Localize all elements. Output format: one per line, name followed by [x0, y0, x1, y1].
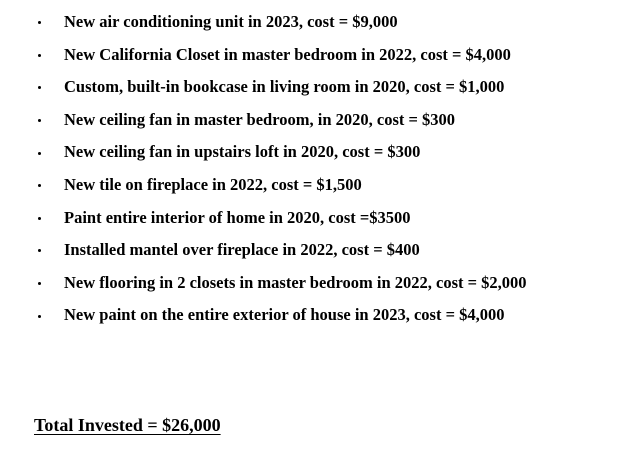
list-item [0, 234, 640, 267]
bullet-icon [38, 184, 41, 187]
list-item-text: Installed mantel over fireplace in 2022, cost = $400 [64, 240, 420, 260]
bullet-icon [38, 54, 41, 57]
list-item [0, 104, 640, 137]
list-item [0, 202, 640, 235]
bullet-icon [38, 217, 41, 220]
list-item-text: New flooring in 2 closets in master bedroom in 2022, cost = $2,000 [64, 272, 527, 292]
bullet-icon [38, 119, 41, 122]
list-item-text: Custom, built-in bookcase in living room in 2020, cost = $1,000 [64, 77, 505, 97]
list-item [0, 136, 640, 169]
total-invested: Total Invested = $26,000 [34, 415, 221, 435]
bullet-icon [38, 315, 41, 318]
list-item-text: New paint on the entire exterior of house in 2023, cost = $4,000 [64, 305, 505, 325]
bullet-icon [38, 282, 41, 285]
improvements-list [0, 6, 640, 332]
list-item [0, 39, 640, 72]
bullet-icon [38, 21, 41, 24]
list-item-text: Paint entire interior of home in 2020, cost =$3500 [64, 207, 411, 227]
list-item-text: New tile on fireplace in 2022, cost = $1,500 [64, 174, 362, 194]
list-item [0, 6, 640, 39]
list-item [0, 169, 640, 202]
list-item-text: New ceiling fan in upstairs loft in 2020, cost = $300 [64, 142, 421, 162]
bullet-icon [38, 249, 41, 252]
list-item [0, 267, 640, 300]
list-item-text: New ceiling fan in master bedroom, in 2020, cost = $300 [64, 109, 456, 129]
list-item [0, 299, 640, 332]
list-item-text: New air conditioning unit in 2023, cost = $9,000 [64, 12, 398, 31]
list-item [0, 71, 640, 104]
bullet-icon [38, 86, 41, 89]
list-item-text: New California Closet in master bedroom in 2022, cost = $4,000 [64, 44, 511, 64]
bullet-icon [38, 152, 41, 155]
